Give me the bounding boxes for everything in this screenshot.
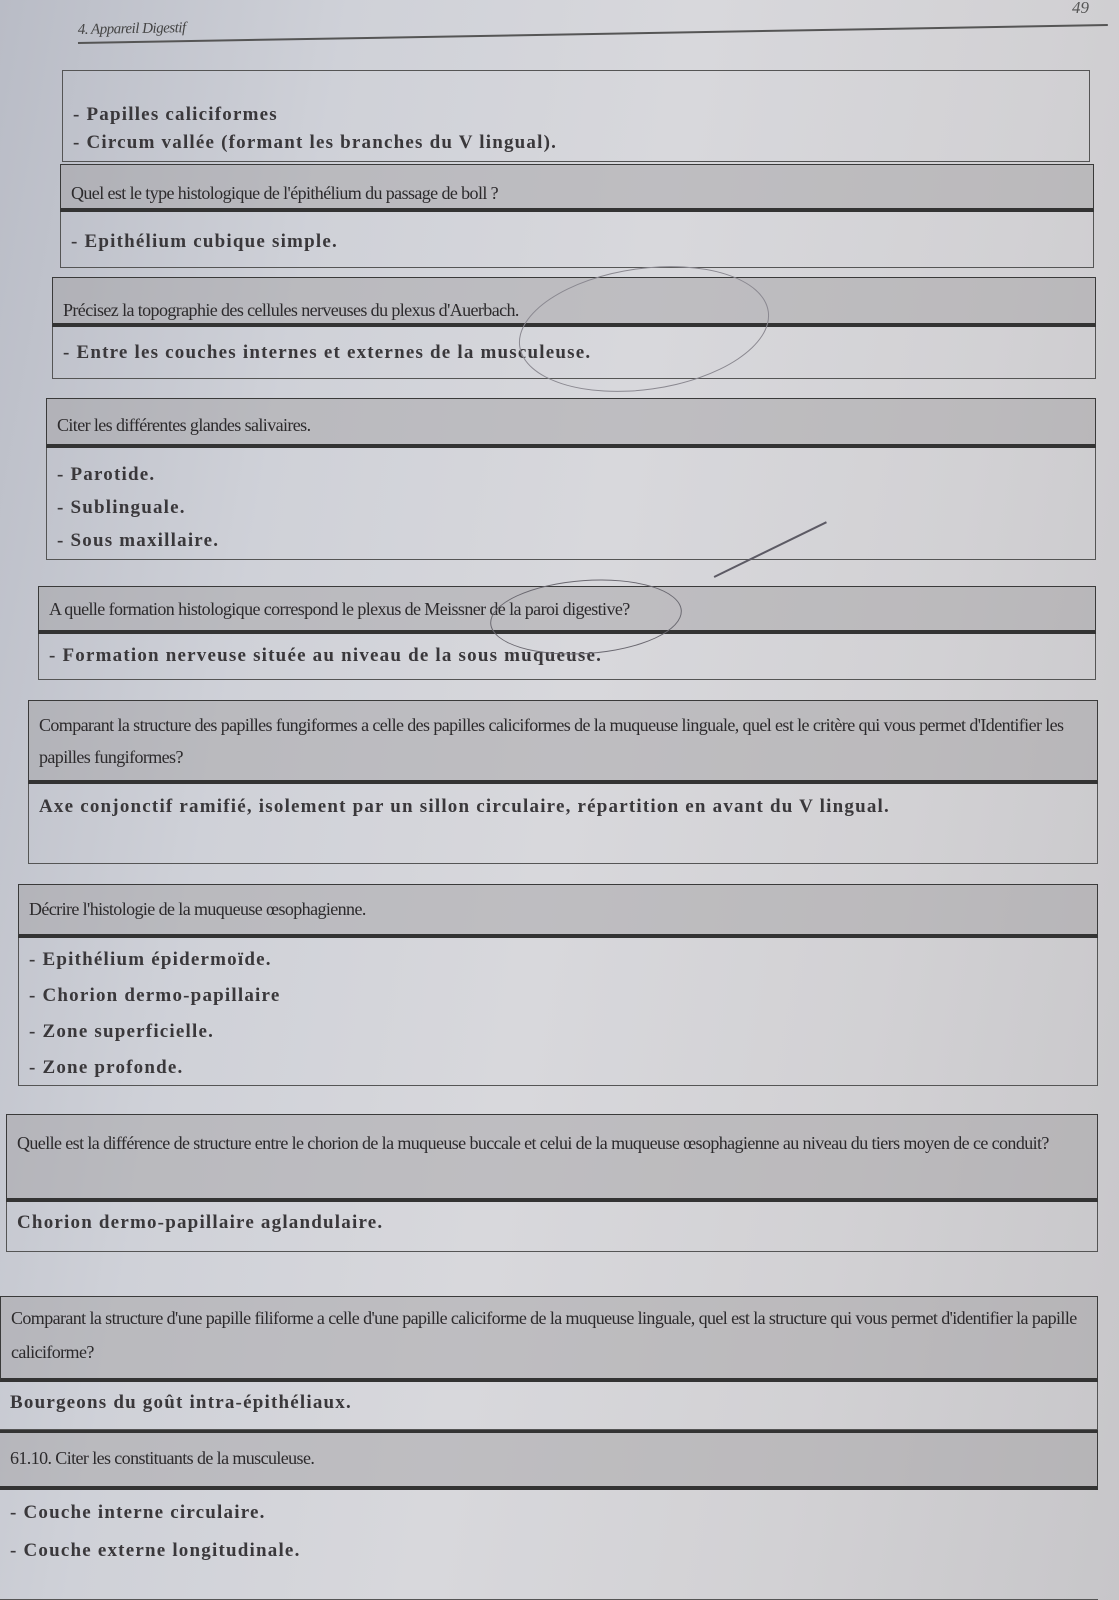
answer-line: - Parotide. (57, 464, 156, 485)
qa-block (46, 398, 1096, 560)
answer (46, 448, 1096, 560)
answer-line: - Couche externe longitudinale. (10, 1540, 301, 1561)
answer (18, 938, 1098, 1086)
answer-line: - Zone profonde. (29, 1057, 184, 1078)
answer-line: - Chorion dermo-papillaire (29, 985, 281, 1006)
qa-block (18, 884, 1098, 1086)
answer-line: Chorion dermo-papillaire aglandulaire. (17, 1212, 384, 1233)
question: Décrire l'histologie de la muqueuse œsophagienne. (18, 884, 1098, 938)
qa-block (6, 1114, 1098, 1252)
question: Précisez la topographie des cellules nerveuses du plexus d'Auerbach. (52, 277, 1096, 327)
answer-line: - Epithélium épidermoïde. (29, 949, 272, 970)
answer (62, 70, 1090, 162)
answer (6, 1202, 1098, 1252)
qa-block (0, 1296, 1098, 1430)
answer-line: - Circum vallée (formant les branches du V lingual). (73, 132, 558, 153)
question: Citer les différentes glandes salivaires. (46, 398, 1096, 448)
answer-line: - Entre les couches internes et externes de la musculeuse. (63, 342, 592, 363)
qa-block (60, 164, 1094, 268)
question: 61.10. Citer les constituants de la musculeuse. (0, 1430, 1098, 1490)
question: Quelle est la différence de structure entre le chorion de la muqueuse buccale et celui de la muqueuse œsophagienne au niveau du tiers moyen de ce conduit? (6, 1114, 1098, 1202)
answer-line: - Sous maxillaire. (57, 530, 220, 551)
question: A quelle formation histologique correspond le plexus de Meissner de la paroi digestive? (38, 586, 1096, 634)
answer-line: Axe conjonctif ramifié, isolement par un sillon circulaire, répartition en avant du V lingual. (39, 796, 890, 817)
answer (60, 212, 1094, 268)
question: Comparant la structure des papilles fungiformes a celle des papilles caliciformes de la muqueuse linguale, quel est le critère qui vous permet d'Identifier les papilles fungiformes? (28, 700, 1098, 784)
answer-line: - Formation nerveuse située au niveau de la sous muqueuse. (49, 645, 603, 666)
pen-circle-annotation (511, 251, 778, 407)
answer-line: - Epithélium cubique simple. (71, 231, 338, 252)
answer-line: - Zone superficielle. (29, 1021, 215, 1042)
answer-line: - Papilles caliciformes (73, 104, 278, 125)
answer (0, 1490, 1098, 1600)
question: Quel est le type histologique de l'épithélium du passage de boll ? (60, 164, 1094, 212)
qa-block (0, 1430, 1098, 1600)
running-head: 4. Appareil Digestif (78, 4, 1108, 44)
page-number: 49 (1072, 0, 1089, 17)
answer (0, 1382, 1098, 1430)
qa-block (28, 700, 1098, 864)
answer-line: - Sublinguale. (57, 497, 186, 518)
answer-line: Bourgeons du goût intra-épithéliaux. (10, 1392, 352, 1413)
question: Comparant la structure d'une papille filiforme a celle d'une papille caliciforme de la muqueuse linguale, quel est la structure qui vous permet d'identifier la papille caliciforme? (0, 1296, 1098, 1382)
qa-block (62, 70, 1090, 162)
answer-line: - Couche interne circulaire. (10, 1502, 266, 1523)
answer (28, 784, 1098, 864)
